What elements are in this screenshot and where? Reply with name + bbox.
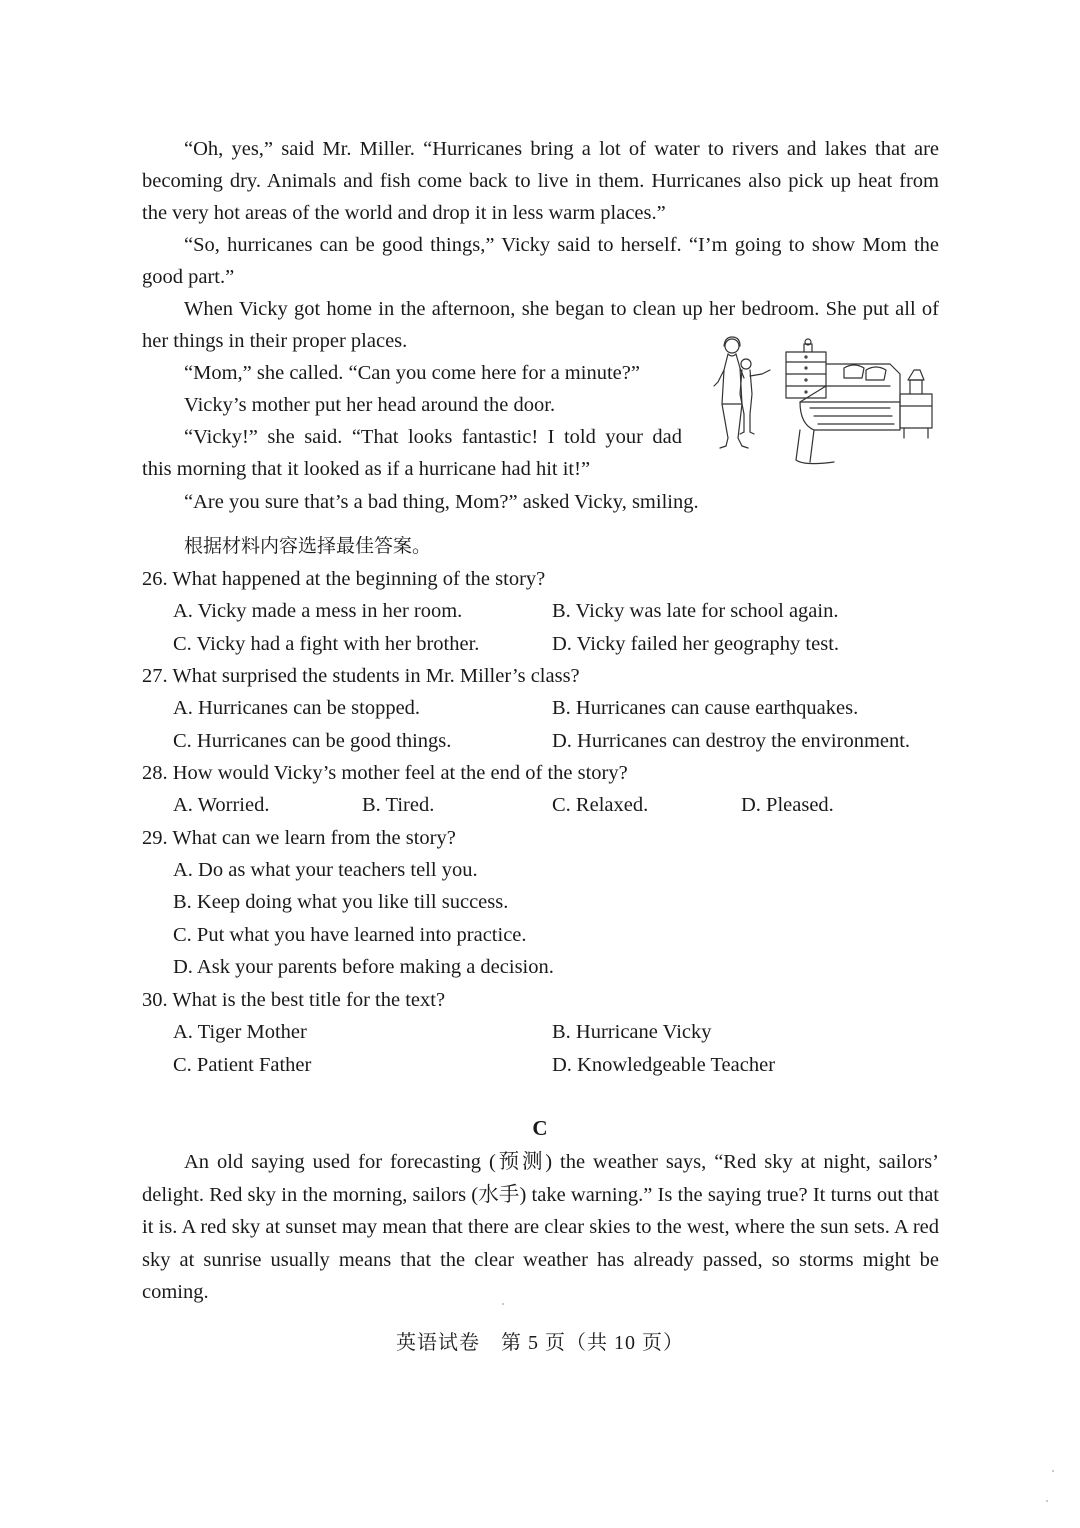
passage-b-paragraph-1 bbox=[142, 133, 939, 229]
question-28-option-b[interactable]: B. Tired. bbox=[362, 794, 435, 816]
question-30-option-c[interactable]: C. Patient Father bbox=[173, 1054, 312, 1076]
question-26-stem: 26. What happened at the beginning of the story? bbox=[142, 568, 546, 590]
passage-b-paragraph-6 bbox=[142, 421, 682, 485]
paragraph-text: When Vicky got home in the afternoon, she began to clean up her bedroom. She put all of her things in their proper places. bbox=[142, 298, 939, 352]
paragraph-text: Vicky’s mother put her head around the door. bbox=[184, 394, 556, 416]
question-26-option-d[interactable]: D. Vicky failed her geography test. bbox=[552, 633, 840, 655]
question-29-option-c[interactable]: C. Put what you have learned into practice. bbox=[173, 924, 527, 946]
question-30-option-a[interactable]: A. Tiger Mother bbox=[173, 1021, 307, 1043]
scan-speck bbox=[1052, 1470, 1054, 1472]
page-footer: 英语试卷 第 5 页（共 10 页） bbox=[396, 1332, 684, 1354]
question-28-stem: 28. How would Vicky’s mother feel at the end of the story? bbox=[142, 762, 628, 784]
section-c-heading: C bbox=[532, 1116, 548, 1140]
question-30-stem: 30. What is the best title for the text? bbox=[142, 989, 446, 1011]
paragraph-text: “Oh, yes,” said Mr. Miller. “Hurricanes bring a lot of water to rivers and lakes that are becoming dry. Animals and fish come back to live in them. Hurricanes also pick up heat from the very hot areas of the world and drop it in less warm places.” bbox=[142, 138, 939, 224]
scan-speck bbox=[502, 1303, 504, 1305]
passage-b-paragraph-7 bbox=[184, 486, 884, 518]
paragraph-text: “Are you sure that’s a bad thing, Mom?” asked Vicky, smiling. bbox=[184, 491, 699, 513]
question-29-option-d[interactable]: D. Ask your parents before making a decision. bbox=[173, 956, 554, 978]
question-27-option-a[interactable]: A. Hurricanes can be stopped. bbox=[173, 697, 421, 719]
question-26-option-a[interactable]: A. Vicky made a mess in her room. bbox=[173, 600, 463, 622]
question-28-option-c[interactable]: C. Relaxed. bbox=[552, 794, 649, 816]
question-27-option-d[interactable]: D. Hurricanes can destroy the environment. bbox=[552, 730, 911, 752]
mother-and-girl-illustration bbox=[704, 334, 940, 466]
scan-speck bbox=[1046, 1500, 1048, 1502]
question-27-option-b[interactable]: B. Hurricanes can cause earthquakes. bbox=[552, 697, 859, 719]
passage-b-paragraph-5 bbox=[184, 389, 704, 421]
question-26-option-b[interactable]: B. Vicky was late for school again. bbox=[552, 600, 839, 622]
question-28-option-a[interactable]: A. Worried. bbox=[173, 794, 270, 816]
question-28-option-d[interactable]: D. Pleased. bbox=[741, 794, 834, 816]
paragraph-text: “So, hurricanes can be good things,” Vicky said to herself. “I’m going to show Mom the good part.” bbox=[142, 234, 939, 288]
section-c-paragraph bbox=[142, 1146, 939, 1309]
instruction-text: 根据材料内容选择最佳答案。 bbox=[184, 535, 432, 557]
question-29-option-b[interactable]: B. Keep doing what you like till success. bbox=[173, 891, 509, 913]
question-26-option-c[interactable]: C. Vicky had a fight with her brother. bbox=[173, 633, 480, 655]
question-29-option-a[interactable]: A. Do as what your teachers tell you. bbox=[173, 859, 478, 881]
passage-b-paragraph-4 bbox=[184, 357, 704, 389]
paragraph-text: An old saying used for forecasting (预测) the weather says, “Red sky at night, sailors’ delight. Red sky in the morning, sailors (水手) take warning.” Is the saying true? It turns out that it is. A red sky at sunset may mean that there are clear skies to the west, where the sun sets. A red sky at sunrise usually means that the clear weather has already passed, so storms might be coming. bbox=[142, 1151, 939, 1304]
passage-b-paragraph-2 bbox=[142, 229, 939, 293]
question-29-stem: 29. What can we learn from the story? bbox=[142, 827, 456, 849]
paragraph-line-2: this morning that it looked as if a hurricane had hit it!” bbox=[142, 458, 591, 480]
paragraph-text: “Mom,” she called. “Can you come here for a minute?” bbox=[184, 362, 640, 384]
question-27-stem: 27. What surprised the students in Mr. Miller’s class? bbox=[142, 665, 580, 687]
question-30-option-d[interactable]: D. Knowledgeable Teacher bbox=[552, 1054, 776, 1076]
question-27-option-c[interactable]: C. Hurricanes can be good things. bbox=[173, 730, 452, 752]
paragraph-line-1: “Vicky!” she said. “That looks fantastic! I told your dad bbox=[184, 426, 682, 448]
question-30-option-b[interactable]: B. Hurricane Vicky bbox=[552, 1021, 712, 1043]
